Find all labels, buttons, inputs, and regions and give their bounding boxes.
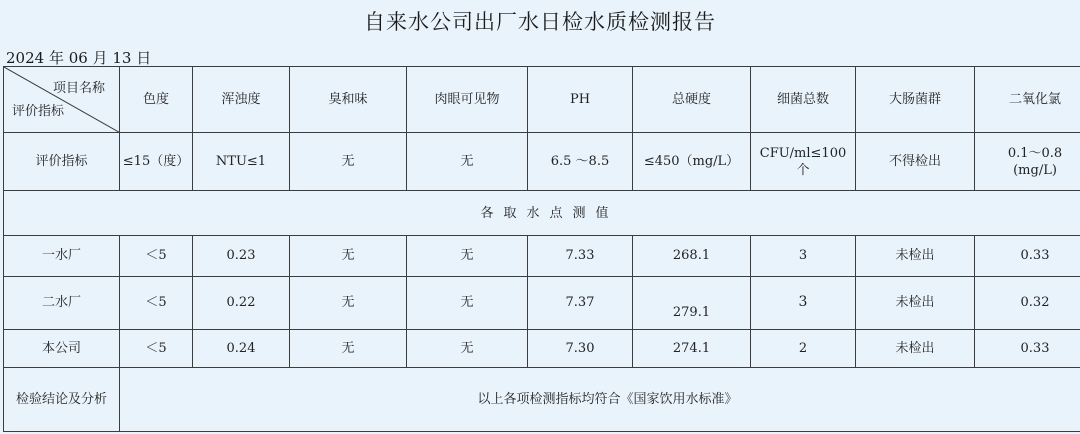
conclusion-text: 以上各项检测指标均符合《国家饮用水标准》 [120,367,1080,431]
standard-value: ≤450（mg/L） [633,133,751,191]
plant-name: 一水厂 [4,236,120,276]
table-cell: 0.24 [193,329,290,367]
standard-value-chlorine-dioxide [975,133,1080,191]
table-cell: 7.33 [528,236,633,276]
standard-value: 无 [290,133,407,191]
standard-value: 无 [407,133,528,191]
table-cell: 274.1 [633,329,751,367]
table-cell: 268.1 [633,236,751,276]
header-row [4,67,1080,133]
table-cell: 0.22 [193,276,290,329]
table-cell: 0.23 [193,236,290,276]
table-cell: 无 [290,236,407,276]
table-cell: 3 [751,236,856,276]
table-cell: ＜5 [120,276,193,329]
table-row [4,236,1080,276]
diagonal-line [4,67,119,132]
conclusion-label: 检验结论及分析 [4,367,120,431]
standard-range: 0.1～0.8 [1007,145,1063,161]
col-header-odor: 臭和味 [290,67,407,133]
col-header-bacteria: 细菌总数 [751,67,856,133]
col-header-chroma: 色度 [120,67,193,133]
standard-value: 不得检出 [856,133,975,191]
col-header-turbidity: 浑浊度 [193,67,290,133]
conclusion-row [4,367,1080,431]
plant-name: 二水厂 [4,276,120,329]
diag-top-label: 项目名称 [52,81,105,96]
table-cell: 未检出 [856,329,975,367]
table-cell: 无 [407,276,528,329]
table-cell: 无 [407,329,528,367]
diagonal-header-cell [4,67,120,133]
standard-value: 6.5 ～8.5 [528,133,633,191]
col-header-hardness: 总硬度 [633,67,751,133]
section-label: 各取水点测值 [4,191,1080,236]
table-cell: ＜5 [120,236,193,276]
table-cell: 7.37 [528,276,633,329]
diag-bottom-label: 评价指标 [12,104,65,120]
water-quality-table [3,66,1080,432]
standards-row [4,133,1080,191]
table-cell: 7.30 [528,329,633,367]
table-row [4,329,1080,367]
col-header-coliform: 大肠菌群 [856,67,975,133]
standard-value: NTU≤1 [193,133,290,191]
table-cell: ＜5 [120,329,193,367]
table-cell: 0.33 [975,329,1080,367]
table-row [4,276,1080,329]
col-header-chlorine-dioxide: 二氧化氯 [975,67,1080,133]
table-cell: 未检出 [856,236,975,276]
standard-value: CFU/ml≤100 个 [751,133,856,191]
table-cell: 0.32 [975,276,1080,329]
table-cell: 279.1 [633,276,751,329]
standard-unit: (mg/L) [1013,162,1057,178]
col-header-ph: PH [528,67,633,133]
standard-value: ≤15（度） [120,133,193,191]
table-cell: 无 [290,276,407,329]
report-date: 2024 年 06 月 13 日 [6,49,152,67]
table-cell: 未检出 [856,276,975,329]
table-cell: 无 [407,236,528,276]
table-cell: 3 [751,276,856,329]
section-row [4,191,1080,236]
standards-label: 评价指标 [4,133,120,191]
table-cell: 0.33 [975,236,1080,276]
report-title: 自来水公司出厂水日检水质检测报告 [364,10,716,34]
table-cell: 2 [751,329,856,367]
table-cell: 无 [290,329,407,367]
col-header-visible-matter: 肉眼可见物 [407,67,528,133]
plant-name: 本公司 [4,329,120,367]
